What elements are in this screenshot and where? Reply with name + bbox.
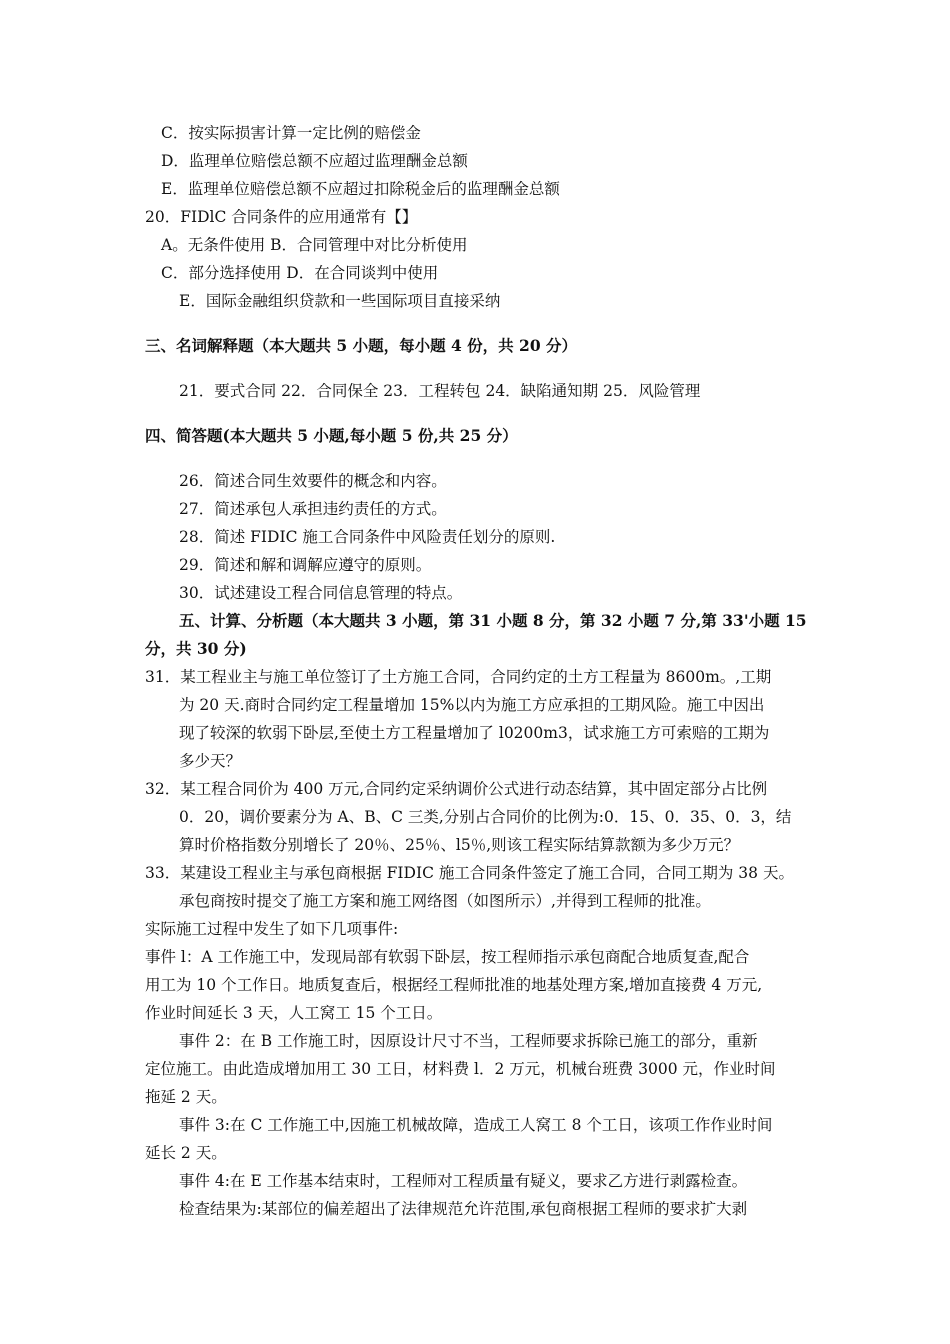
question-30: 30．试述建设工程合同信息管理的特点。: [179, 584, 463, 602]
section5-heading-line2: 分，共 30 分): [145, 639, 247, 658]
question-32-line3: 算时价格指数分别增长了 20％、25％、l5％,则该工程实际结算款额为多少万元？: [179, 836, 740, 854]
question-26: 26．简述合同生效要件的概念和内容。: [179, 472, 447, 490]
section5-heading-line1: 五、计算、分析题（本大题共 3 小题，第 31 小题 8 分，第 32 小题 7 分,第 33'小题 15: [179, 611, 807, 630]
question-33-line3: 实际施工过程中发生了如下几项事件:: [145, 920, 399, 938]
event-1-line3: 作业时间延长 3 天，人工窝工 15 个工日。: [145, 1004, 443, 1022]
question-33-line2: 承包商按时提交了施工方案和施工网络图（如图所示）,并得到工程师的批准。: [179, 892, 711, 910]
question-28: 28．简述 FIDIC 施工合同条件中风险责任划分的原则.: [179, 528, 556, 546]
q19-option-e: E．监理单位赔偿总额不应超过扣除税金后的监理酬金总额: [161, 180, 560, 198]
question-29: 29．简述和解和调解应遵守的原则。: [179, 556, 432, 574]
question-27: 27．简述承包人承担违约责任的方式。: [179, 500, 447, 518]
event-4-line1: 事件 4:在 E 工作基本结束时，工程师对工程质量有疑义，要求乙方进行剥露检查。: [179, 1172, 748, 1190]
question-31-line4: 多少天？: [179, 752, 242, 770]
question-31-line3: 现了较深的软弱下卧层,至使土方工程量增加了 l0200m3，试求施工方可索赔的工期为: [179, 724, 770, 742]
event-1-line2: 用工为 10 个工作日。地质复查后，根据经工程师批准的地基处理方案,增加直接费 4 万元,: [145, 976, 763, 994]
q20-options-ab: A。无条件使用 B．合同管理中对比分析使用: [161, 236, 468, 254]
question-32-line2: 0．20，调价要素分为 A、B、C 三类,分别占合同价的比例为:0．15、0．35、0．3，结: [179, 808, 792, 826]
question-31-line1: 31．某工程业主与施工单位签订了土方施工合同，合同约定的土方工程量为 8600m。,工期: [145, 668, 772, 686]
event-4-line2: 检查结果为:某部位的偏差超出了法律规范允许范围,承包商根据工程师的要求扩大剥: [179, 1200, 748, 1218]
event-1-line1: 事件 l：A 工作施工中，发现局部有软弱下卧层，按工程师指示承包商配合地质复查,配合: [145, 948, 750, 966]
q20-options-cd: C．部分选择使用 D．在合同谈判中使用: [161, 264, 439, 282]
section3-terms: 21．要式合同 22．合同保全 23．工程转包 24．缺陷通知期 25．风险管理: [179, 382, 701, 400]
q20-stem: 20．FIDlC 合同条件的应用通常有【】: [145, 208, 418, 226]
question-31-line2: 为 20 天.商时合同约定工程量增加 15%以内为施工方应承担的工期风险。施工中因出: [179, 696, 765, 714]
section3-heading: 三、名词解释题（本大题共 5 小题，每小题 4 份，共 20 分）: [145, 336, 578, 355]
event-2-line1: 事件 2：在 B 工作施工时，因原设计尺寸不当，工程师要求拆除已施工的部分，重新: [179, 1032, 758, 1050]
event-3-line2: 延长 2 天。: [145, 1144, 227, 1162]
section4-heading: 四、简答题(本大题共 5 小题,每小题 5 份,共 25 分）: [145, 426, 518, 445]
q20-option-e: E．国际金融组织贷款和一些国际项目直接采纳: [179, 292, 501, 310]
question-32-line1: 32．某工程合同价为 400 万元,合同约定采纳调价公式进行动态结算，其中固定部分占比例: [145, 780, 768, 798]
event-2-line3: 拖延 2 天。: [145, 1088, 227, 1106]
q19-option-c: C．按实际损害计算一定比例的赔偿金: [161, 124, 421, 142]
q19-option-d: D．监理单位赔偿总额不应超过监理酬金总额: [161, 152, 468, 170]
event-2-line2: 定位施工。由此造成增加用工 30 工日，材料费 l．2 万元，机械台班费 3000 元，作业时间: [145, 1060, 776, 1078]
event-3-line1: 事件 3:在 C 工作施工中,因施工机械故障，造成工人窝工 8 个工日，该项工作作业时间: [179, 1116, 773, 1134]
question-33-line1: 33．某建设工程业主与承包商根据 FIDIC 施工合同条件签定了施工合同，合同工期为 38 天。: [145, 864, 794, 882]
